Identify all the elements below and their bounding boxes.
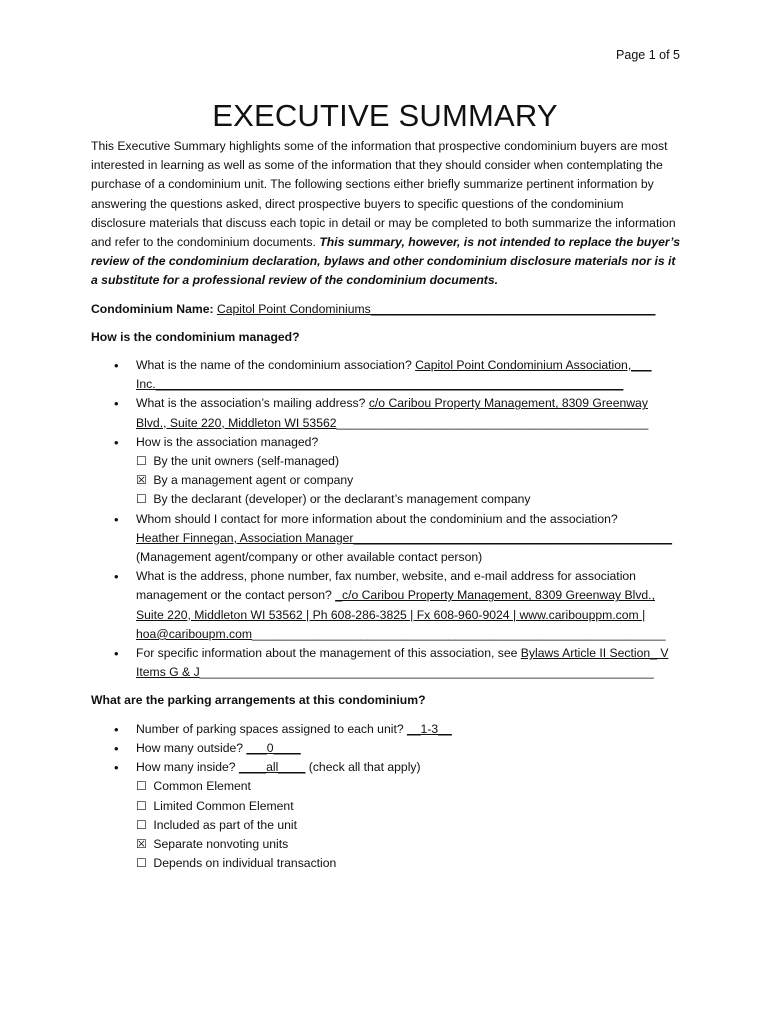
association-name-answer: Capitol Point Condominium Association,___ Inc._____________________________________________________________________: [136, 358, 652, 392]
inside-answer: ____all____: [238, 760, 306, 775]
option-self-managed: [136, 452, 681, 471]
option-label: By a management agent or company: [153, 473, 354, 488]
checkbox-unchecked-icon: ☐: [136, 492, 147, 507]
contact-details-question: What is the address, phone number, fax number, website, and e-mail address for association management or the contact person?: [136, 569, 636, 603]
management-questions: [91, 356, 681, 682]
contact-details-answer: _c/o Caribou Property Management, 8309 Greenway Blvd., Suite 220, Middleton WI 53562 | Ph 608-286-3825 | Fx 608-960-9024 | www.caribouppm.com | hoa@cariboupm.com: [136, 588, 655, 641]
managed-heading: How is the condominium managed?: [91, 329, 300, 344]
checkbox-unchecked-icon: ☐: [136, 779, 147, 794]
document-body: [91, 137, 681, 873]
list-item: [91, 720, 681, 739]
management-type-question: How is the association managed?: [136, 434, 319, 449]
condominium-name-text: Capitol Point Condominiums: [216, 301, 371, 316]
checkbox-unchecked-icon: ☐: [136, 798, 147, 813]
spaces-answer: __1-3__: [407, 721, 452, 736]
option-label: Depends on individual transaction: [153, 856, 337, 871]
condominium-name-row: [91, 300, 681, 319]
option-label: Separate nonvoting units: [153, 836, 289, 851]
condominium-name-label: Condominium Name:: [91, 301, 214, 316]
list-item: [91, 644, 681, 682]
option-common-element: [136, 777, 681, 796]
condominium-name-fill: __________________________________________: [370, 301, 656, 316]
list-item: [91, 356, 681, 394]
checkbox-unchecked-icon: ☐: [136, 856, 147, 871]
outside-answer: ___0____: [246, 740, 301, 755]
checkbox-unchecked-icon: ☐: [136, 454, 147, 469]
inside-suffix: (check all that apply): [308, 760, 421, 775]
management-reference-question: For specific information about the management of this association, see: [136, 646, 518, 661]
intro-paragraph: [91, 137, 681, 291]
option-label: Limited Common Element: [153, 798, 294, 813]
checkbox-checked-icon: ☒: [136, 473, 147, 488]
spaces-question: Number of parking spaces assigned to each unit?: [136, 721, 404, 736]
option-label: Included as part of the unit: [153, 817, 298, 832]
list-item: [91, 394, 681, 432]
parking-heading: What are the parking arrangements at this condominium?: [91, 693, 426, 708]
option-declarant: [136, 490, 681, 509]
option-label: Common Element: [153, 779, 251, 794]
contact-details-fill: _____________________________________________________________: [252, 626, 666, 641]
condominium-name-value: [217, 302, 655, 316]
option-separate-units: [136, 835, 681, 854]
management-reference-fill: ___________________________________________________________________: [199, 665, 654, 680]
list-item: [91, 433, 681, 510]
option-management-agent: [136, 471, 681, 490]
association-name-question: What is the name of the condominium association?: [136, 358, 412, 373]
option-label: By the declarant (developer) or the declarant’s management company: [153, 492, 531, 507]
document-title: EXECUTIVE SUMMARY: [212, 98, 558, 133]
inside-question: How many inside?: [136, 760, 236, 775]
management-reference-answer: Bylaws Article II Section_ V Items G & J: [136, 646, 669, 680]
mailing-address-question: What is the association’s mailing address?: [136, 396, 366, 411]
option-individual-transaction: [136, 854, 681, 873]
list-item: [91, 567, 681, 644]
intro-text: This Executive Summary highlights some of the information that prospective condominium buyers are most interested in learning as well as some of the information that they should consider when contemplating the purchase of a condominium unit. The following sections either briefly summarize pertinent information by answering the questions asked, direct prospective buyers to specific questions of the condominium disclosure materials that discuss each topic in detail or may be completed to both summarize the information and refer to the condominium documents.: [91, 139, 676, 250]
contact-question: Whom should I contact for more information about the condominium and the association?: [136, 511, 618, 526]
parking-questions: [91, 720, 681, 874]
outside-question: How many outside?: [136, 740, 244, 755]
intro-emphasis: This summary, however, is not intended to replace the buyer’s review of the condominium declaration, bylaws and other condominium disclosure materials nor is it a substitute for a professional review of the condominium documents.: [91, 235, 681, 288]
checkbox-unchecked-icon: ☐: [136, 817, 147, 832]
list-item: [91, 739, 681, 758]
checkbox-checked-icon: ☒: [136, 836, 147, 851]
option-label: By the unit owners (self-managed): [153, 454, 340, 469]
option-limited-common-element: [136, 797, 681, 816]
option-part-of-unit: [136, 816, 681, 835]
list-item: [91, 758, 681, 873]
contact-answer: Heather Finnegan, Association Manager_______________________________________________: [136, 530, 673, 545]
mailing-address-fill: ______________________________________________: [336, 415, 649, 430]
page-number: Page 1 of 5: [616, 48, 680, 62]
list-item: [91, 510, 681, 568]
mailing-address-answer: c/o Caribou Property Management, 8309 Greenway Blvd., Suite 220, Middleton WI 53562: [136, 396, 648, 430]
contact-note: (Management agent/company or other available contact person): [136, 550, 483, 565]
